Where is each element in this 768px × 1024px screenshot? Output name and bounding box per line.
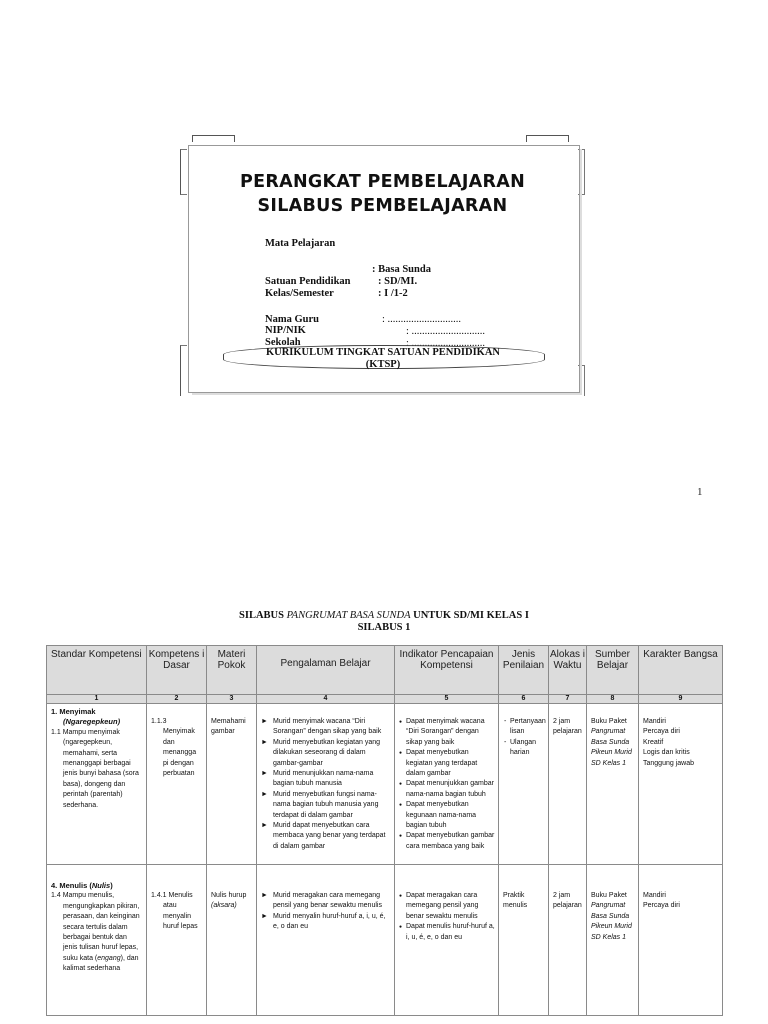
column-header: Indikator Pencapaian Kompetensi — [395, 646, 499, 695]
silabus-title-prefix: SILABUS — [239, 610, 287, 621]
materi-pokok-cell — [207, 865, 257, 1016]
materi-pokok-cell — [207, 704, 257, 865]
column-header: Alokas i Waktu — [549, 646, 587, 695]
silabus-table — [46, 645, 723, 1016]
sumber-plain: Buku Paket — [591, 892, 627, 899]
column-number: 5 — [395, 695, 499, 704]
sumber-italic: Pangrumat Basa Sunda Pikeun Murid SD Kelas 1 — [591, 902, 632, 941]
karakter-item: Kreatif — [643, 738, 664, 746]
jenis-penilaian-cell — [499, 865, 549, 1016]
frame-side-decoration — [180, 345, 187, 396]
karakter-bangsa-cell — [639, 865, 723, 1016]
pengalaman-belajar-cell — [257, 704, 395, 865]
column-number: 2 — [147, 695, 207, 704]
kd-text: Menyimak dan menangga pi dengan perbuatan — [163, 728, 197, 778]
column-number: 4 — [257, 695, 395, 704]
alokasi-waktu-cell — [549, 704, 587, 865]
page-number: 1 — [697, 486, 703, 498]
sumber-italic: Pangrumat Basa Sunda Pikeun Murid SD Kelas 1 — [591, 728, 632, 767]
column-header: Standar Kompetensi — [47, 646, 147, 695]
pengalaman-item: ► Murid meragakan cara memegang pensil yang benar sewaktu menulis — [261, 891, 391, 912]
nama-guru-label: Nama Guru — [265, 314, 319, 325]
kompetensi-dasar-cell — [147, 704, 207, 865]
materi-text: Nulis hurup — [211, 892, 247, 899]
karakter-item: Percaya diri — [643, 728, 680, 736]
sk-code: 1.4 — [51, 892, 61, 900]
mata-pelajaran-label: Mata Pelajaran — [265, 238, 336, 249]
sk-code: 1.1 — [51, 728, 61, 736]
kelas-semester-label: Kelas/Semester — [265, 288, 334, 299]
column-number: 6 — [499, 695, 549, 704]
table-row — [47, 704, 723, 865]
column-number: 1 — [47, 695, 147, 704]
column-number-row — [47, 695, 723, 704]
sk-text-italic: engang — [97, 954, 121, 962]
sumber-belajar-cell — [587, 704, 639, 865]
column-number: 7 — [549, 695, 587, 704]
table-row — [47, 865, 723, 1016]
kd-code: 1.4.1 — [151, 892, 167, 899]
pengalaman-belajar-cell — [257, 865, 395, 1016]
column-header: Kompetens i Dasar — [147, 646, 207, 695]
sumber-belajar-cell — [587, 865, 639, 1016]
penilaian-item: - Pertanyaan lisan — [503, 717, 545, 738]
sumber-plain: Buku Paket — [591, 718, 627, 725]
column-header: Materi Pokok — [207, 646, 257, 695]
materi-italic: (aksara) — [211, 902, 237, 910]
silabus-title-suffix: UNTUK SD/MI KELAS I — [410, 610, 529, 621]
pengalaman-item: ► Murid menyimak wacana “Diri Sorangan” dengan sikap yang baik — [261, 717, 391, 738]
kd-text: Menulis atau menyalin huruf lepas — [163, 892, 198, 931]
karakter-item: Logis dan kritis — [643, 749, 690, 757]
column-header: Jenis Penilaian — [499, 646, 549, 695]
indikator-item: ● Dapat meragakan cara memegang pensil yang benar sewaktu menulis — [399, 891, 495, 922]
silabus-title-italic: PANGRUMAT BASA SUNDA — [286, 610, 411, 621]
indikator-item: ● Dapat menyebutkan gambar cara membaca yang baik — [399, 831, 495, 852]
waktu-text: 2 jam pelajaran — [553, 718, 582, 736]
indikator-item: ● Dapat menyimak wacana “Diri Sorangan” dengan sikap yang baik — [399, 717, 495, 748]
sk-heading-end: ) — [110, 881, 113, 890]
sk-heading — [51, 881, 143, 891]
indikator-cell — [395, 865, 499, 1016]
indikator-item: ● Dapat menyebutkan kegunaan nama-nama bagian tubuh — [399, 800, 495, 831]
alokasi-waktu-cell — [549, 865, 587, 1016]
karakter-bangsa-cell — [639, 704, 723, 865]
sekolah-label: Sekolah — [265, 337, 301, 348]
ktsp-line2: (KTSP) — [365, 359, 401, 370]
satuan-pendidikan-label: Satuan Pendidikan — [265, 276, 351, 287]
column-number: 8 — [587, 695, 639, 704]
penilaian-item: - Ulangan harian — [503, 738, 545, 759]
karakter-item: Tanggung jawab — [643, 759, 694, 767]
table-header-row — [47, 646, 723, 695]
silabus-subtitle: SILABUS 1 — [357, 622, 411, 633]
materi-text: Memahami gambar — [211, 718, 246, 736]
sk-heading-italic: Nulis — [91, 881, 111, 890]
silabus-title — [0, 610, 768, 621]
column-header: Sumber Belajar — [587, 646, 639, 695]
penilaian-text: Praktik menulis — [503, 892, 528, 910]
pengalaman-item: ► Murid menunjukkan nama-nama bagian tubuh manusia — [261, 769, 391, 790]
cover-title-line2: SILABUS PEMBELAJARAN — [257, 196, 508, 216]
sk-heading: 1. Menyimak — [51, 707, 96, 716]
nama-guru-value: : ............................ — [382, 314, 462, 325]
sk-text-end: ), dan kalimat sederhana — [63, 954, 139, 973]
sk-heading-text: 4. Menulis ( — [51, 881, 92, 890]
pengalaman-item: ► Murid menyebutkan fungsi nama-nama bagian tubuh manusia yang terdapat di dalam gambar — [261, 790, 391, 821]
satuan-pendidikan-value: : SD/MI. — [378, 276, 418, 287]
karakter-item: Percaya diri — [643, 902, 680, 910]
indikator-item: ● Dapat menulis huruf-huruf a, i, u, é, e, o dan eu — [399, 922, 495, 943]
column-header: Pengalaman Belajar — [257, 646, 395, 695]
ktsp-line1: KURIKULUM TINGKAT SATUAN PENDIDIKAN — [265, 347, 501, 358]
indikator-item: ● Dapat menunjukkan gambar nama-nama bagian tubuh — [399, 779, 495, 800]
jenis-penilaian-cell — [499, 704, 549, 865]
standar-kompetensi-cell — [47, 704, 147, 865]
cover-page — [180, 135, 585, 397]
indikator-item: ● Dapat menyebutkan kegiatan yang terdapat dalam gambar — [399, 748, 495, 779]
column-header: Karakter Bangsa — [639, 646, 723, 695]
mata-pelajaran-value: : Basa Sunda — [372, 264, 431, 275]
waktu-text: 2 jam pelajaran — [553, 892, 582, 910]
sk-text: Mampu menyimak (ngaregepkeun, memahami, serta menanggapi berbagai jenis bunyi bahasa (sora basa), dongeng dan perintah (parentah) sederhana. — [62, 728, 139, 809]
nip-nik-value: : ............................ — [406, 326, 486, 337]
pengalaman-item: ► Murid menyebutkan kegiatan yang dilakukan seseorang di dalam gambar-gambar — [261, 738, 391, 769]
sk-heading-sub: (Ngaregepkeun) — [63, 717, 121, 727]
cover-title-line1: PERANGKAT PEMBELAJARAN — [239, 172, 526, 192]
indikator-cell — [395, 704, 499, 865]
kompetensi-dasar-cell — [147, 865, 207, 1016]
kelas-semester-value: : I /1-2 — [378, 288, 408, 299]
nip-nik-label: NIP/NIK — [265, 325, 306, 336]
sk-text: Mampu menulis, mengungkapkan pikiran, perasaan, dan keinginan secara tertulis dalam berbagai bentuk dan jenis tulisan huruf lepas, suku kata ( — [62, 892, 140, 962]
frame-tab-decoration — [192, 135, 235, 142]
kd-code: 1.1.3 — [151, 718, 167, 725]
sekolah-value: : ............................ — [406, 338, 486, 349]
karakter-item: Mandiri — [643, 718, 666, 725]
pengalaman-item: ► Murid dapat menyebutkan cara membaca yang benar yang terdapat di dalam gambar — [261, 821, 391, 852]
frame-tab-decoration — [526, 135, 569, 142]
column-number: 3 — [207, 695, 257, 704]
karakter-item: Mandiri — [643, 892, 666, 899]
standar-kompetensi-cell — [47, 865, 147, 1016]
column-number: 9 — [639, 695, 723, 704]
pengalaman-item: ► Murid menyalin huruf-huruf a, i, u, é, e, o dan eu — [261, 912, 391, 933]
